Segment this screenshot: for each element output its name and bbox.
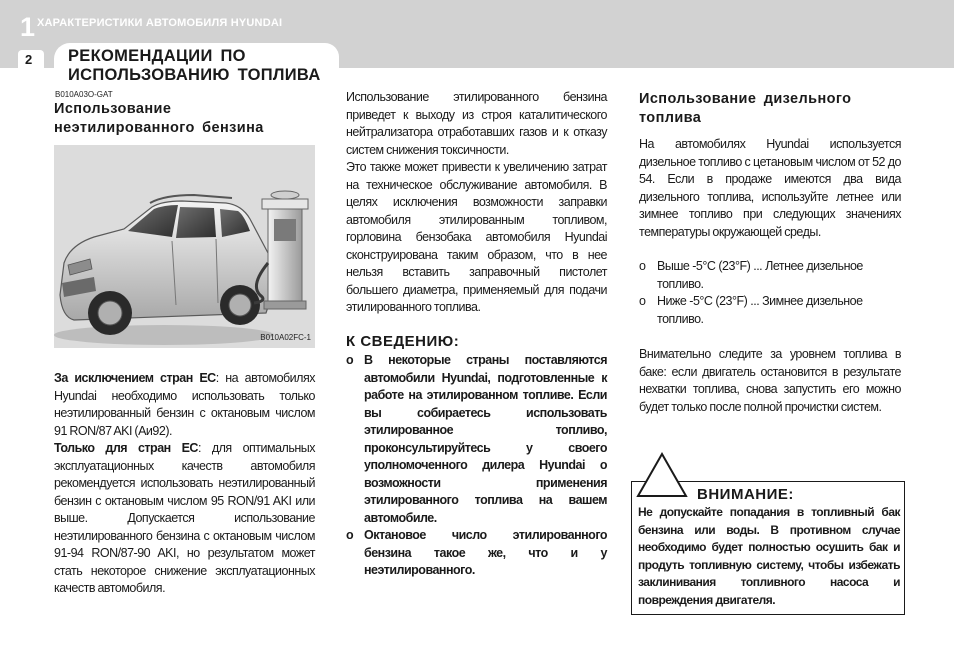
bullet-mark: o bbox=[639, 294, 646, 308]
unleaded-heading-line2: неэтилированного бензина bbox=[54, 120, 264, 136]
unleaded-heading-line1: Использование bbox=[54, 101, 172, 117]
bullet-mark: o bbox=[346, 353, 354, 367]
chapter-number: 1 bbox=[20, 12, 36, 42]
eu-text: : для оптимальных эксплуатационных качеств автомобиля рекомендуется использовать неэтилированный бензин с октановым числом 95 RON/91 AKI или выше. Допускается использование неэтилированного бензина с октановым числом 91-94 RON/87-90 AKI, но результатом может стать некоторое снижение эксплуатационных качеств автомобиля. bbox=[54, 441, 315, 595]
document-code: B010A03O-GAT bbox=[55, 90, 113, 99]
diesel-heading bbox=[639, 90, 851, 128]
section-title-line1: РЕКОМЕНДАЦИИ ПО bbox=[68, 47, 246, 65]
car-fuel-pump-figure bbox=[54, 145, 315, 348]
non-eu-label: За исключением стран ЕС bbox=[54, 371, 216, 385]
temperature-item bbox=[639, 258, 901, 293]
non-eu-text: : на автомобилях Hyundai необходимо использовать только неэтилированный бензин с октановым числом 91 RON/87 AKI (Аи92). bbox=[54, 371, 315, 438]
note-item-text: В некоторые страны поставляются автомобили Hyundai, подготовленные к работе на этилированном топливе. Если вы собираетесь использовать этилированное топливо, проконсультируйтесь у своего уполномоченного дилера Hyundai о возможности применения этилированного топлива на вашем автомобиле. bbox=[364, 353, 607, 525]
chapter-title: ХАРАКТЕРИСТИКИ АВТОМОБИЛЯ HYUNDAI bbox=[37, 17, 283, 29]
section-title-line2: ИСПОЛЬЗОВАНИЮ ТОПЛИВА bbox=[68, 66, 321, 84]
note-item-text: Октановое число этилированного бензина такое же, что и у неэтилированного. bbox=[364, 528, 607, 577]
temperature-list bbox=[639, 258, 901, 328]
non-eu-paragraph bbox=[54, 370, 315, 440]
car-illustration bbox=[54, 145, 315, 348]
temperature-item bbox=[639, 293, 901, 328]
leaded-paragraph-1: Использование этилированного бензина приведет к выходу из строя каталитического нейтрализатора отработавших газов и к отказу систем снижения токсичности. bbox=[346, 90, 607, 157]
figure-label: B010A02FC-1 bbox=[260, 333, 311, 342]
eu-paragraph bbox=[54, 440, 315, 598]
eu-label: Только для стран ЕС bbox=[54, 441, 198, 455]
warning-triangle-icon bbox=[636, 452, 688, 498]
bullet-mark: o bbox=[639, 259, 646, 273]
leaded-paragraphs bbox=[346, 89, 607, 317]
note-list bbox=[346, 352, 607, 580]
note-item bbox=[346, 527, 607, 580]
note-item bbox=[346, 352, 607, 527]
section-title bbox=[68, 47, 321, 85]
bullet-mark: o bbox=[346, 528, 354, 542]
fuel-level-paragraph: Внимательно следите за уровнем топлива в баке: если двигатель остановится в результате нехватки топлива, снова запустить его можно будет только после полной прочистки систем. bbox=[639, 347, 901, 414]
diesel-paragraph: На автомобилях Hyundai используется дизельное топливо с цетановым числом от 52 до 54. Если в продаже имеются два вида дизельного топлива, используйте летнее или зимнее топливо при следующих значениях температуры окружающей среды. bbox=[639, 137, 901, 239]
unleaded-paragraphs bbox=[54, 370, 315, 598]
note-title: К СВЕДЕНИЮ: bbox=[346, 333, 460, 350]
unleaded-heading bbox=[54, 100, 264, 138]
temperature-item-text: Выше -5°C (23°F) ... Летнее дизельное топливо. bbox=[657, 259, 863, 291]
diesel-heading-line2: топлива bbox=[639, 110, 702, 126]
page-number: 2 bbox=[25, 52, 33, 67]
warning-text: Не допускайте попадания в топливный бак бензина или воды. В противном случае необходимо будет полностью осушить бак и продуть топливную систему, чтобы избежать заклинивания топливного насоса и повреждения двигателя. bbox=[638, 505, 900, 607]
warning-title: ВНИМАНИЕ: bbox=[697, 486, 794, 503]
leaded-paragraph-2: Это также может привести к увеличению затрат на техническое обслуживание автомобиля. В целях исключения возможности заправки автомобиля этилированным топливом, горловина бензобака автомобиля Hyundai сконструирована таким образом, что в нее нельзя вставить заправочный пистолет большего диаметра, применяемый для подачи этилированного топлива. bbox=[346, 160, 607, 314]
temperature-item-text: Ниже -5°C (23°F) ... Зимнее дизельное топливо. bbox=[657, 294, 863, 326]
diesel-heading-line1: Использование дизельного bbox=[639, 91, 852, 107]
